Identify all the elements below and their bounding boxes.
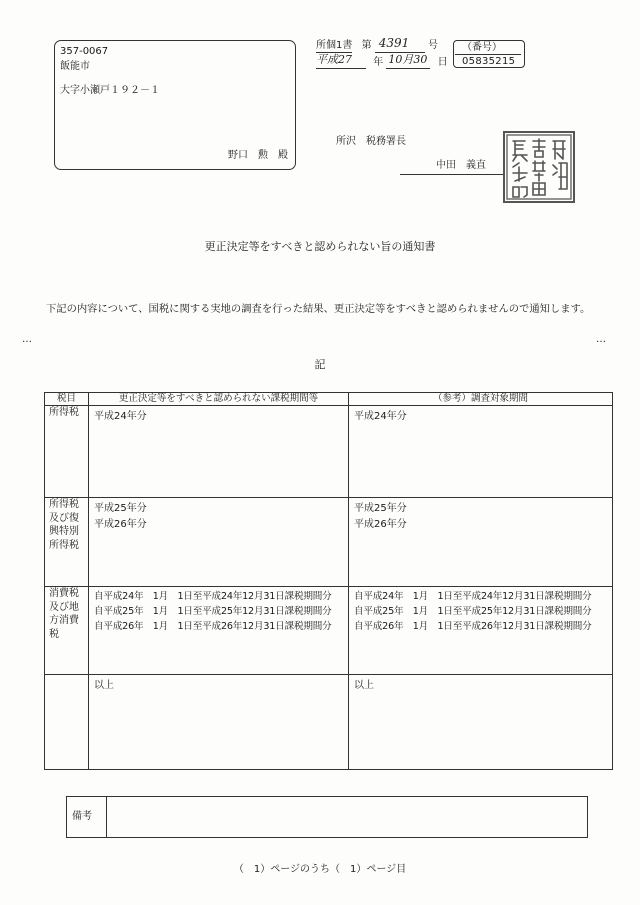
document-nen: 年 xyxy=(373,57,384,68)
document-dai: 第 xyxy=(361,40,372,51)
tax-item-cell xyxy=(45,587,89,675)
period-line: 平成24年分 xyxy=(94,411,147,422)
document-go: 号 xyxy=(427,40,438,51)
reference-line: 自平成25年 1月 1日至平成25年12月31日課税期間分 xyxy=(354,605,592,617)
tax-item-cell xyxy=(45,498,89,587)
margin-mark-right: … xyxy=(596,334,607,345)
tax-office-chief-name: 中田 義直 xyxy=(436,160,486,171)
table-row xyxy=(45,406,613,498)
signature-line xyxy=(400,174,504,175)
document-era-handwritten: 平成27 xyxy=(316,53,352,66)
official-seal-stamp xyxy=(503,131,575,203)
tax-item-line: 方消費 xyxy=(49,615,79,626)
tax-item-line: 興特別 xyxy=(49,526,79,537)
document-title: 更正決定等をすべきと認められない旨の通知書 xyxy=(204,240,436,253)
margin-mark-left: … xyxy=(22,334,33,345)
period-line: 自平成26年 1月 1日至平成26年12月31日課税期間分 xyxy=(94,620,332,632)
period-cell xyxy=(89,587,349,675)
tax-item-line: 及び地 xyxy=(49,601,79,613)
reference-cell xyxy=(349,587,613,675)
reference-cell xyxy=(349,406,613,498)
period-line: 平成25年分 xyxy=(94,503,147,514)
tax-item-cell xyxy=(45,675,89,770)
period-cell xyxy=(89,675,349,770)
tax-item-line: 所得税 xyxy=(49,407,79,418)
header-periods: 更正決定等をすべきと認められない課税期間等 xyxy=(89,393,349,406)
table-row xyxy=(45,498,613,587)
table-header-row xyxy=(45,393,613,406)
period-end-marker: 以上 xyxy=(94,680,114,691)
period-line: 自平成24年 1月 1日至平成24年12月31日課税期間分 xyxy=(94,591,332,602)
period-cell xyxy=(89,498,349,587)
number-value: 05835215 xyxy=(462,56,516,67)
document-number-field xyxy=(375,36,425,53)
tax-period-table xyxy=(44,392,613,770)
tax-item-line: 所得税 xyxy=(49,539,79,551)
reference-line: 平成25年分 xyxy=(354,503,407,514)
document-prefix: 所個1書 xyxy=(316,40,353,51)
header-reference: （参考）調査対象期間 xyxy=(349,393,613,406)
body-text: 下記の内容について、国税に関する実地の調査を行った結果、更正決定等をすべきと認められませんので通知します。 xyxy=(46,303,591,315)
document-nichi: 日 xyxy=(437,57,448,68)
notes-divider xyxy=(106,796,107,838)
document-number-line xyxy=(316,36,438,53)
tax-item-line: 及び復 xyxy=(49,512,79,524)
number-label: （番号） xyxy=(462,42,502,53)
page-footer: （ 1）ページのうち（ 1）ページ目 xyxy=(233,864,407,875)
document-date-line xyxy=(316,53,448,69)
tax-item-cell xyxy=(45,406,89,498)
notes-box xyxy=(66,796,588,838)
document-monthday-field xyxy=(386,53,430,69)
tax-office-name: 所沢 税務署長 xyxy=(336,136,406,147)
reference-cell xyxy=(349,675,613,770)
recipient-name: 野口 勲 殿 xyxy=(228,150,288,161)
period-cell xyxy=(89,406,349,498)
reference-cell xyxy=(349,498,613,587)
address-street: 大字小瀬戸１９２－１ xyxy=(60,85,160,96)
ki-heading: 記 xyxy=(314,358,326,371)
address-city: 飯能市 xyxy=(60,61,90,72)
table-row xyxy=(45,675,613,770)
tax-item-line: 所得税 xyxy=(49,499,79,510)
reference-line: 平成26年分 xyxy=(354,518,407,530)
document-era-field xyxy=(316,53,366,69)
seal-icon xyxy=(505,133,573,201)
tax-item-line: 消費税 xyxy=(49,588,79,599)
number-box-divider xyxy=(455,54,521,55)
period-line: 平成26年分 xyxy=(94,518,147,530)
document-monthday-handwritten: 10月30 xyxy=(388,53,428,66)
reference-end-marker: 以上 xyxy=(354,680,374,691)
header-tax-item: 税目 xyxy=(45,393,89,406)
reference-line: 自平成24年 1月 1日至平成24年12月31日課税期間分 xyxy=(354,591,592,602)
notes-label: 備考 xyxy=(72,811,92,822)
tax-item-line: 税 xyxy=(49,628,59,640)
postal-code: 357-0067 xyxy=(60,46,109,57)
table-row xyxy=(45,587,613,675)
document-number-handwritten: 4391 xyxy=(378,36,410,50)
reference-line: 平成24年分 xyxy=(354,411,407,422)
reference-line: 自平成26年 1月 1日至平成26年12月31日課税期間分 xyxy=(354,620,592,632)
period-line: 自平成25年 1月 1日至平成25年12月31日課税期間分 xyxy=(94,605,332,617)
